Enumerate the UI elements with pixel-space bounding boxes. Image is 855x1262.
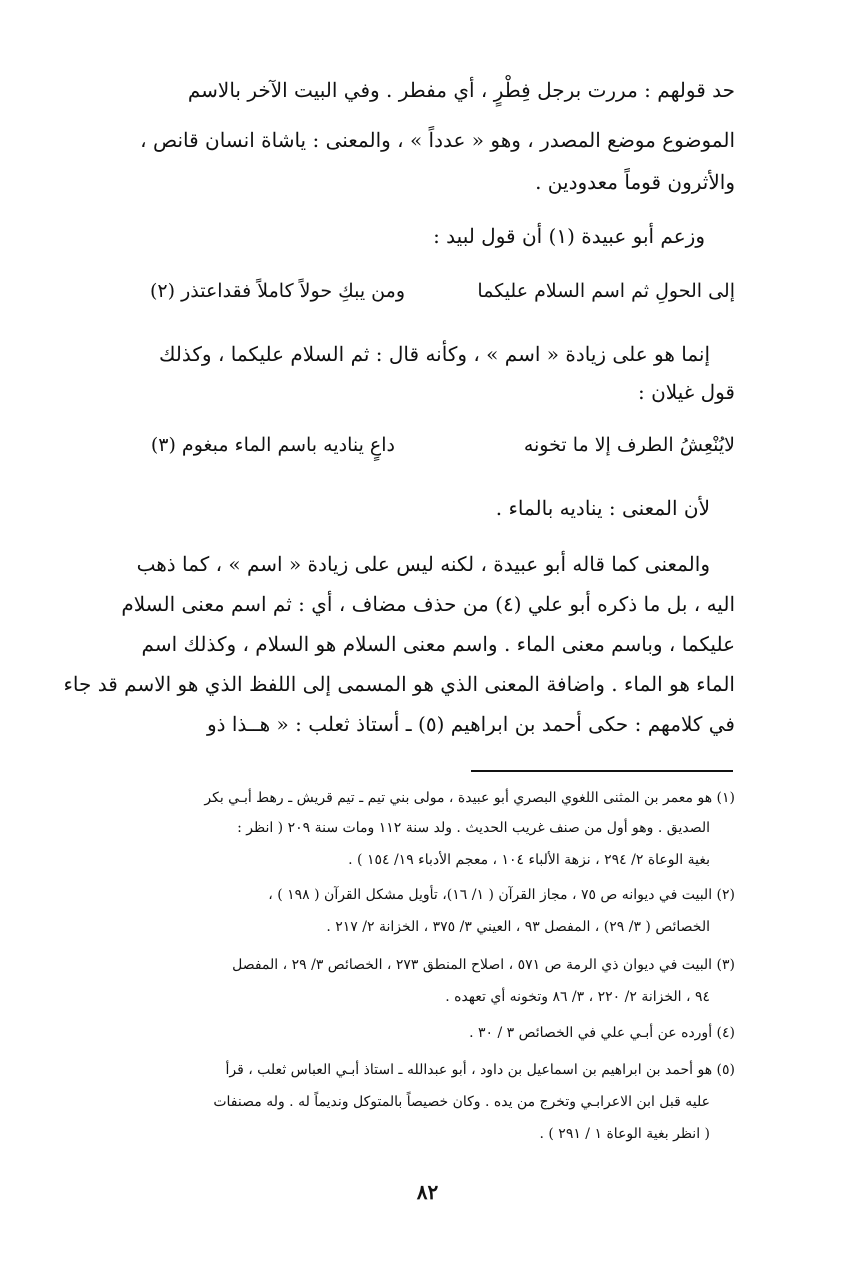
verse-first-hemistich: لايُنْعِشُ الطرف إلا ما تخونه xyxy=(523,434,735,456)
footnote-line: ٩٤ ، الخزانة ٢/ ٢٢٠ ، ٣/ ٨٦ وتخونه أي تعهده . xyxy=(445,989,710,1005)
verse-second-hemistich: داعٍ يناديه باسم الماء مبغوم (٣) xyxy=(150,434,395,456)
text-line: الماء هو الماء . واضافة المعنى الذي هو المسمى إلى اللفظ الذي هو الاسم قد جاء xyxy=(63,672,735,696)
text-line: في كلامهم : حكى أحمد بن ابراهيم (٥) ـ أستاذ ثعلب : « هــذا ذو xyxy=(206,712,735,736)
verse-first-hemistich: إلى الحولِ ثم اسم السلام عليكما xyxy=(477,280,735,302)
text-line: والأثرون قوماً معدودين . xyxy=(535,170,735,194)
footnote-line: (٢) البيت في ديوانه ص ٧٥ ، مجاز القرآن ( ١/ ١٦)، تأويل مشكل القرآن ( ١٩٨ ) ، xyxy=(268,887,735,903)
footnote-line: عليه قبل ابن الاعرابـي وتخرج من يده . وكان خصيصاً بالمتوكل ونديماً له . وله مصنفات xyxy=(213,1094,710,1110)
text-line: اليه ، بل ما ذكره أبو علي (٤) من حذف مضاف ، أي : ثم اسم معنى السلام xyxy=(121,592,735,616)
footnote-line: الصديق . وهو أول من صنف غريب الحديث . ولد سنة ١١٢ ومات سنة ٢٠٩ ( انظر : xyxy=(237,820,710,836)
text-line: إنما هو على زيادة « اسم » ، وكأنه قال : ثم السلام عليكما ، وكذلك xyxy=(158,342,710,366)
footnote-line: (٤) أورده عن أبـي علي في الخصائص ٣ / ٣٠ . xyxy=(469,1025,735,1041)
text-line: عليكما ، وباسم معنى الماء . واسم معنى السلام هو السلام ، وكذلك اسم xyxy=(141,632,735,656)
text-line: لأن المعنى : يناديه بالماء . xyxy=(495,496,710,520)
text-line: وزعم أبو عبيدة (١) أن قول لبيد : xyxy=(433,224,705,248)
footnote-line: ( انظر بغية الوعاة ١ / ٢٩١ ) . xyxy=(539,1126,710,1142)
text-line: والمعنى كما قاله أبو عبيدة ، لكنه ليس على زيادة « اسم » ، كما ذهب xyxy=(136,552,710,576)
page-number: ٨٢ xyxy=(416,1180,439,1204)
footnote-line: (٣) البيت في ديوان ذي الرمة ص ٥٧١ ، اصلاح المنطق ٢٧٣ ، الخصائص ٣/ ٢٩ ، المفصل xyxy=(232,957,735,973)
text-line: قول غيلان : xyxy=(638,380,735,404)
text-line: الموضوع موضع المصدر ، وهو « عدداً » ، والمعنى : ياشاة انسان قانص ، xyxy=(140,128,735,152)
footnote-line: الخصائص ( ٣/ ٢٩) ، المفصل ٩٣ ، العيني ٣/ ٣٧٥ ، الخزانة ٢/ ٢١٧ . xyxy=(326,919,710,935)
footnote-separator xyxy=(471,770,733,772)
verse-second-hemistich: ومن يبكِ حولاً كاملاً فقداعتذر (٢) xyxy=(149,280,405,302)
footnote-line: (٥) هو أحمد بن ابراهيم بن اسماعيل بن داود ، أبو عبدالله ـ استاذ أبـي العباس ثعلب ، قرأ xyxy=(225,1062,735,1078)
text-line: حد قولهم : مررت برجل فِطْرٍ ، أي مفطر . وفي البيت الآخر بالاسم xyxy=(187,78,735,102)
footnote-line: بغية الوعاة ٢/ ٢٩٤ ، نزهة الألباء ١٠٤ ، معجم الأدباء ١٩/ ١٥٤ ) . xyxy=(348,852,710,868)
footnote-line: (١) هو معمر بن المثنى اللغوي البصري أبو عبيدة ، مولى بني تيم ـ تيم قريش ـ رهط أبـي بكر xyxy=(204,790,735,806)
